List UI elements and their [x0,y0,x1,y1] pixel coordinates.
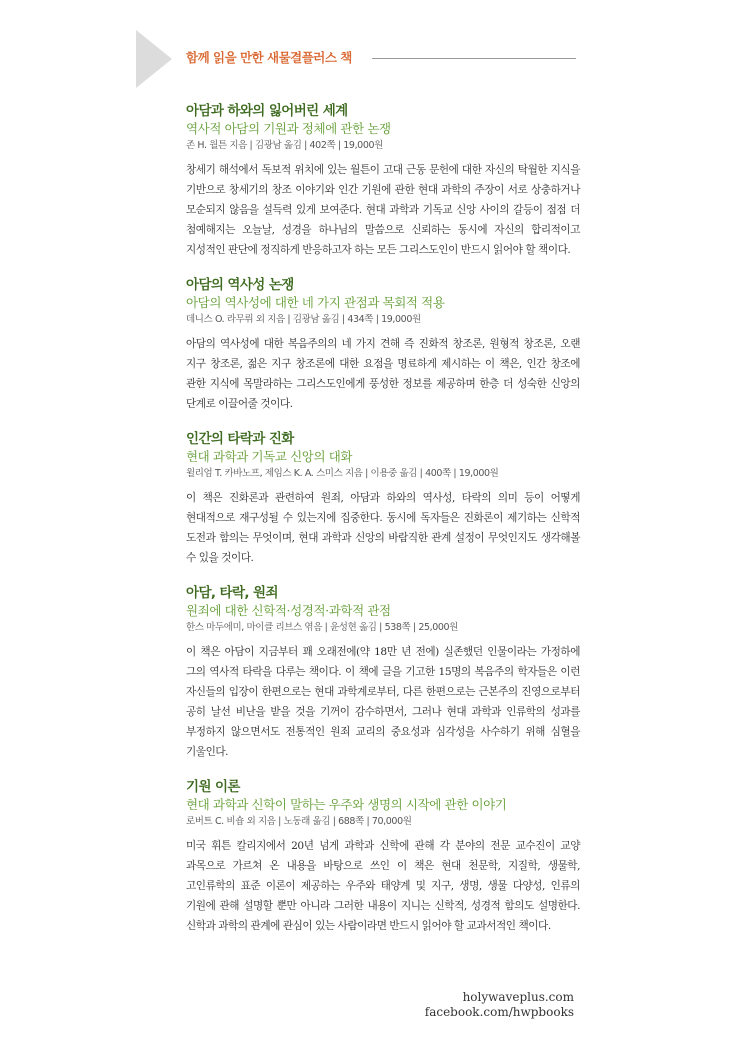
book-meta: 윌리엄 T. 카바노프, 제임스 K. A. 스미스 지음 | 이용중 옮김 | 400쪽 | 19,000원 [186,468,499,479]
book-description: 이 책은 진화론과 관련하여 원죄, 아담과 하와의 역사성, 타락의 의미 등이 어떻게 현대적으로 재구성될 수 있는지에 집중한다. 동시에 독자들은 진화론이 제기하는 신학적 도전과 함의는 무엇이며, 현대 과학과 신앙의 바람직한 관계 설정이 무엇인지도 생각해볼 수 있을 것이다. [186,492,580,564]
book-subtitle: 현대 과학과 기독교 신앙의 대화 [186,449,353,464]
book-entry-1 [186,103,580,260]
series-header-title: 함께 읽을 만한 새물결플러스 책 [186,50,352,65]
book-description: 미국 휘튼 칼리지에서 20년 넘게 과학과 신학에 관해 각 분야의 전문 교수진이 교양 과목으로 가르쳐 온 내용을 바탕으로 쓰인 이 책은 현대 천문학, 지질학, 생물학, 고인류학의 표준 이론이 제공하는 우주와 태양계 및 지구, 생명, 생물 다양성, 인류의 기원에 관해 설명할 뿐만 아니라 그러한 내용이 지니는 신학적, 성경적 함의도 설명한다. 신학과 과학의 관계에 관심이 있는 사람이라면 반드시 읽어야 할 교과서적인 책이다. [186,840,580,932]
book-title: 인간의 타락과 진화 [186,431,294,447]
book-list [186,103,580,953]
website-link[interactable]: holywaveplus.com [462,990,574,1004]
book-subtitle: 역사적 아담의 기원과 정체에 관한 논쟁 [186,121,391,136]
corner-triangle-decoration [136,30,172,88]
book-subtitle: 원죄에 대한 신학적·성경적·과학적 관점 [186,603,391,618]
book-entry-4 [186,585,580,762]
book-subtitle: 현대 과학과 신학이 말하는 우주와 생명의 시작에 관한 이야기 [186,797,507,812]
book-subtitle: 아담의 역사성에 대한 네 가지 관점과 목회적 적용 [186,295,445,310]
header-divider-line [372,58,576,59]
book-meta: 한스 마두에미, 마이클 리브스 엮음 | 윤성현 옮김 | 538쪽 | 25,000원 [186,622,458,633]
book-title: 아담과 하와의 잃어버린 세계 [186,103,348,119]
book-description: 아담의 역사성에 대한 복음주의의 네 가지 견해 즉 진화적 창조론, 원형적 창조론, 오랜 지구 창조론, 젊은 지구 창조론에 대한 요점을 명료하게 제시하는 이 책은, 인간 창조에 관한 지식에 목말라하는 그리스도인에게 풍성한 정보를 제공하며 한층 더 성숙한 신앙의 단계로 이끌어줄 것이다. [186,338,580,410]
footer-links [425,990,574,1020]
book-meta: 존 H. 월튼 지음 | 김광남 옮김 | 402쪽 | 19,000원 [186,140,383,151]
book-entry-2 [186,277,580,414]
book-description: 이 책은 아담이 지금부터 꽤 오래전에(약 18만 년 전에) 실존했던 인물이라는 가정하에 그의 역사적 타락을 다루는 책이다. 이 책에 글을 기고한 15명의 복음주의 학자들은 이런 자신들의 입장이 한편으로는 현대 과학계로부터, 다른 한편으로는 근본주의 진영으로부터 공히 날선 비난을 받을 것을 기꺼이 감수하면서, 그러나 현대 과학과 인류학의 성과를 부정하지 않으면서도 전통적인 원죄 교리의 중요성과 심각성을 사수하기 위해 심혈을 기울인다. [186,646,580,758]
book-title: 아담, 타락, 원죄 [186,585,278,601]
book-title: 아담의 역사성 논쟁 [186,277,294,293]
book-meta: 데니스 O. 라무뤼 외 지음 | 김광남 옮김 | 434쪽 | 19,000원 [186,314,421,325]
book-entry-3 [186,431,580,568]
book-title: 기원 이론 [186,779,240,795]
facebook-link[interactable]: facebook.com/hwpbooks [424,1005,574,1019]
book-description: 창세기 해석에서 독보적 위치에 있는 월튼이 고대 근동 문헌에 대한 자신의 탁월한 지식을 기반으로 창세기의 창조 이야기와 인간 기원에 관한 현대 과학의 주장이 서로 상충하거나 모순되지 않음을 설득력 있게 보여준다. 현대 과학과 기독교 신앙 사이의 갈등이 점점 더 첨예해지는 오늘날, 성경을 하나님의 말씀으로 신뢰하는 동시에 자신의 합리적이고 지성적인 판단에 정직하게 반응하고자 하는 모든 그리스도인이 반드시 읽어야 할 책이다. [186,164,580,256]
book-meta: 로버트 C. 비숍 외 지음 | 노동래 옮김 | 688쪽 | 70,000원 [186,816,412,827]
book-entry-5 [186,779,580,936]
